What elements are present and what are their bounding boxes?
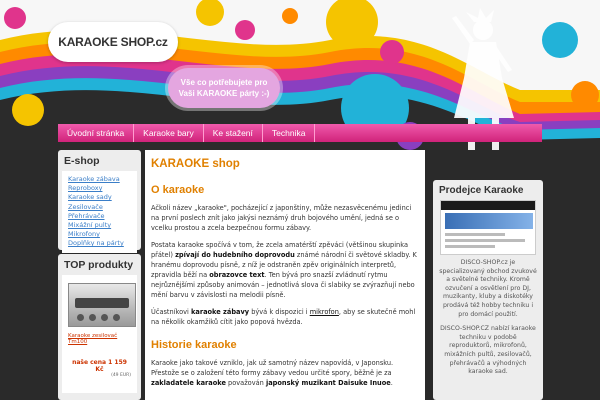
list-item bbox=[68, 212, 131, 221]
list-item bbox=[68, 239, 131, 248]
text-span: Postata karaoke spočívá v tom, že zcela amatérští zpěváci (většinou skupinka přátel) bbox=[151, 241, 408, 259]
eshop-title: E-shop bbox=[64, 155, 100, 167]
text-span: bývá k dispozici i bbox=[249, 308, 310, 316]
text-span: . Ten bývá pro snazší zvládnutí rytmu nejrůznějšími způsoby animován – jednotlivá slova či slabiky se zvýrazňují nebo mění barvu v závislosti na melodii písně. bbox=[151, 271, 415, 299]
eshop-link-zesilovace[interactable]: Zesilovače bbox=[68, 202, 103, 211]
paragraph-principle bbox=[151, 240, 419, 300]
knob-icon bbox=[101, 314, 108, 321]
main-content bbox=[145, 150, 425, 400]
nav-item-downloads[interactable]: Ke stažení bbox=[204, 124, 263, 142]
list-item bbox=[68, 230, 131, 239]
text-span: Účastníkovi bbox=[151, 308, 191, 316]
list-item bbox=[68, 221, 131, 230]
list-item bbox=[68, 184, 131, 193]
nav-item-home[interactable]: Úvodní stránka bbox=[58, 124, 134, 142]
product-link[interactable]: Karaoke zesilovač Tm100 bbox=[68, 333, 118, 345]
dealer-screenshot[interactable] bbox=[440, 200, 536, 255]
eshop-link-karaoke-zabava[interactable]: Karaoke zábava bbox=[68, 175, 120, 183]
bold-text: zakladatele karaoke bbox=[151, 379, 226, 387]
product-price-eur: (49 EUR) bbox=[111, 373, 131, 378]
site-logo[interactable] bbox=[48, 22, 178, 62]
eshop-link-mixazni-pulty[interactable]: Mixážní pulty bbox=[68, 221, 112, 230]
top-product-card bbox=[62, 275, 137, 393]
product-image[interactable] bbox=[68, 283, 136, 327]
eshop-link-karaoke-sady[interactable]: Karaoke sady bbox=[68, 193, 112, 202]
text-span: Karaoke jako takové vzniklo, jak už samotný název napovídá, v Japonsku. Přestože se o založení této formy zábavy vedou určité spory, běžně je za bbox=[151, 359, 394, 377]
top-products-box bbox=[58, 254, 141, 400]
bold-text: zpívají do hudebního doprovodu bbox=[175, 251, 295, 259]
screenshot-row bbox=[445, 239, 525, 242]
screenshot-banner bbox=[445, 213, 533, 229]
main-nav bbox=[58, 124, 542, 142]
section-heading-history: Historie karaoke bbox=[151, 339, 237, 351]
dealer-box bbox=[433, 180, 543, 400]
text-span: , aby se skutečně mohl na několik okamžiků cítit jako popová hvězda. bbox=[151, 308, 416, 326]
slogan-text: Vše co potřebujete pro Vaši KARAOKE párty :-) bbox=[178, 78, 270, 98]
screenshot-row bbox=[445, 245, 495, 248]
microphone-link[interactable]: mikrofon bbox=[309, 308, 339, 316]
text-span: . bbox=[390, 379, 393, 387]
screenshot-header bbox=[441, 201, 535, 210]
eshop-link-doplnky[interactable]: Doplňky na párty bbox=[68, 239, 124, 248]
eshop-link-prehravace[interactable]: Přehrávače bbox=[68, 211, 105, 220]
knob-icon bbox=[77, 314, 84, 321]
text-span: považován bbox=[225, 379, 266, 387]
dealer-description: DISCO-SHOP.cz je specializovaný obchod zvukové a světelné techniky. Kromě ozvučení a osvětlení pro DJ, muzikanty, kluby a diskotéky prodává též hobby techniku i pro domácí použití. bbox=[439, 259, 537, 318]
bold-text: karaoke zábavy bbox=[190, 308, 250, 316]
text-span: známé národní či světové skladby. K hranému doprovodu písně, z níž je odstraněn zpěv originálních interpretů, zpravidla běží na bbox=[151, 251, 417, 279]
bold-text: obrazovce text bbox=[209, 271, 265, 279]
eshop-link-reproboxy[interactable]: Reproboxy bbox=[68, 184, 103, 193]
top-products-title: TOP produkty bbox=[64, 259, 134, 271]
eshop-list bbox=[68, 175, 131, 249]
eshop-box bbox=[58, 150, 141, 250]
site-logo-text: KARAOKE SHOP.cz bbox=[58, 35, 168, 49]
knob-icon bbox=[113, 314, 120, 321]
product-price: naše cena 1 159 Kč bbox=[72, 359, 127, 373]
paragraph-history bbox=[151, 358, 419, 388]
list-item bbox=[68, 193, 131, 202]
list-item bbox=[68, 203, 131, 212]
eshop-link-mikrofony[interactable]: Mikrofony bbox=[68, 230, 100, 239]
section-heading-about: O karaoke bbox=[151, 184, 205, 196]
dealer-karaoke-offer: DISCO-SHOP.CZ nabízí karaoke techniku v podobě reproduktorů, mikrofonů, mixážních pultů, zesilovačů, přehrávačů a výhodných karaoke sad. bbox=[440, 325, 536, 376]
paragraph-participant bbox=[151, 307, 419, 327]
page-title: KARAOKE shop bbox=[151, 158, 240, 170]
knob-icon bbox=[89, 314, 96, 321]
eshop-list-container bbox=[62, 171, 137, 253]
nav-item-technika[interactable]: Technika bbox=[263, 124, 316, 142]
slogan-cloud bbox=[168, 68, 280, 108]
screenshot-row bbox=[445, 233, 505, 236]
dealer-title: Prodejce Karaoke bbox=[439, 185, 524, 196]
bold-text: japonský muzikant Daisuke Inuoe bbox=[265, 379, 391, 387]
paragraph-intro: Ačkoli název „karaoke", pocházející z japonštiny, může nezasvěcenému jedinci na první poslech znít jako jakýsi neznámý druh bojového umění, jedná se o vcelku prostou a zcela bezpečnou formu zábavy. bbox=[151, 204, 412, 232]
nav-item-karaoke-bars[interactable]: Karaoke bary bbox=[134, 124, 204, 142]
list-item bbox=[68, 175, 131, 184]
